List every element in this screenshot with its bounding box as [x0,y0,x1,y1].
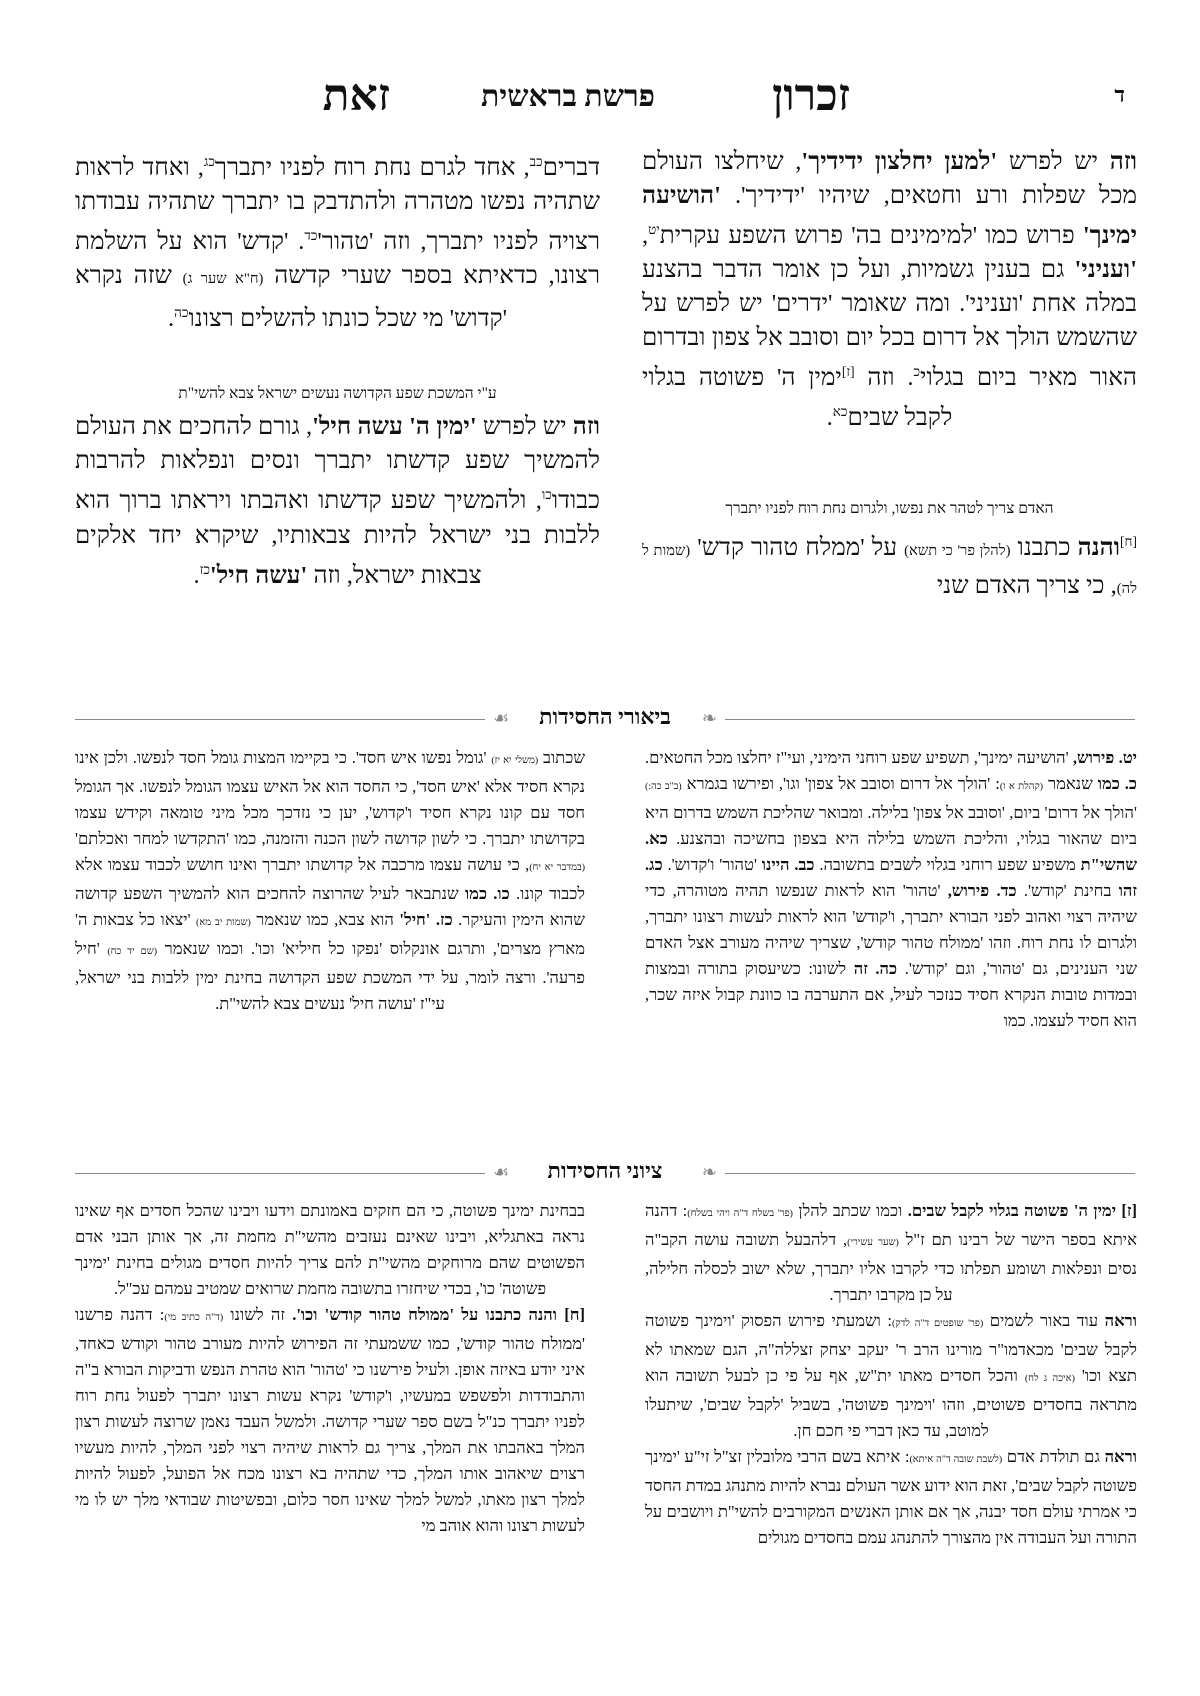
citation: (במדבר יא יח) [529,862,585,873]
footnote-marker: כא [832,404,848,420]
footnote-marker: כד [304,228,318,244]
text-segment: . [826,404,833,432]
citation: (שמות יב מא) [196,917,251,928]
main-text-left-column [75,145,600,593]
text-segment: שכתוב [538,748,585,767]
main-paragraph [642,525,1137,605]
divider-line [725,1173,1135,1174]
tziyunei-right-column [645,1198,1137,1551]
citation: (ח"א שער ג) [182,271,264,288]
main-paragraph [75,410,600,592]
citation: (ב"ב כה:) [645,781,682,792]
ornament-icon: ☙ [493,1162,510,1182]
text-segment: זה לשונו [223,1305,293,1324]
section-title: ביאורי החסידות [539,704,671,729]
text-segment: על 'ממלח טהור קדש' [690,534,905,562]
tziyunei-left-column [75,1198,585,1539]
citation: (לשבת שובה ד"ה איתא) [909,1454,1003,1465]
text-segment: , [642,222,649,250]
biurei-right-column [645,745,1137,1034]
bold-text: [ח] והנה כתבנו על 'ממולח טהור קודש' וכו'. [292,1305,586,1324]
text-segment: : דהנה פרשנו 'ממולח טהור קודש', כמו ששמעתי זה הפירוש להיות מעורב טהור וקודש כאחד, איני יודע באיזה אופן. ולעיל פירשנו כי 'טהור' הוא טהרת הנפש ודביקות הבורא ב"ה והתבודדות ולפשפש במעשיו, ו'קודש' נקרא עשות רצונו יתברך לפעול נחת רוח לפניו יתברך כנ"ל בשם ספר שערי קדושה. ולמשל העבד נאמן שרוצה לעשות רצון המלך באהבתו את המלך, צריך גם לראות שיהיה רצוי לפני המלך, להיות מעשיו רצוים שיאהוב אותו המלך, כדי שתהיה בא רצונו מכח אל הפועל, לפעול להיות למלך רצון מאתו, למשל למלך שאינו חסר כלום, ובפשיטות שבודאי מלך יש לו מי לעשות רצונו והוא אוהב מי [75,1305,585,1535]
bold-text: 'ימין ה' עשה חיל' [312,413,477,441]
text-segment: 'הולך אל דרום' ביום, 'וסובב אל צפון' בלילה. ומבואר שהליכת השמש בדרום היא ביום שהאור בגלוי, והליכת השמש בלילה היא בצפון בחשיכה ובהצנע. [645,803,1137,848]
text-segment: לשונו: כשיעסוק בתורה ובמצות ובמדות טובות הנקרא חסיד כנזכר לעיל, אם התערבה בו כוונת קבול איזה שכר, הוא חסיד לעצמו. כמו [645,959,1137,1030]
footnote-marker: כ [913,364,921,380]
section-title: ציוני החסידות [547,1158,663,1183]
text-segment: יש לפרש [997,148,1110,175]
bold-text: [ז] ימין ה' פשוטה בגלוי לקבל שבים. [907,1201,1138,1220]
text-segment: שזה נקרא 'קדוש' מי שכל כונתו להשלים רצונו [75,262,508,333]
text-segment: ימין ה' פשוטה בגלוי לקבל שבים [642,364,953,432]
bold-text: והנה [1077,534,1121,562]
text-segment: וכמו שכתב להלן [792,1201,908,1220]
text-segment: עוד באור לשמים [983,1311,1105,1330]
text-segment: דברים [542,154,601,182]
main-text-right-column [642,145,1137,606]
bold-text: כה. זה [853,959,898,978]
text-segment: 'יצאו כל צבאות ה' מארץ מצרים', ותרגם אונקלוס 'נפקו כל חיליא' וכו'. וכמו שנאמר [75,910,585,958]
ornament-icon: ❧ [701,708,717,728]
citation: (איכה ג לח) [1024,1373,1075,1384]
citation: (משלי יא יז) [491,755,539,766]
divider-line [75,1173,485,1174]
bold-text: כג. זהו [645,855,1138,900]
text-segment: יש לפרש [476,413,573,441]
main-paragraph [642,145,1137,435]
bold-text: כ. כמו [1097,774,1137,793]
citation: (פר' בשלח ד"ה ויהי בשלח) [687,1208,793,1219]
citation: (שמות ל לה) [642,543,1137,597]
text-segment: : איתא בשם הרבי מלובלין זצ"ל זי"ע 'ימינך פשוטה לקבל שבים', זאת הוא ידוע אשר העולם נברא להיות מתנהג במדת החסד כי אמרתי עולם חסד יבנה, אך אם אותן האנשים המקורבים להשי"ת ויושבים על התורה ועל העבודה אין מהצורך להתנהג עמם בחסדים מגולים [645,1447,1137,1547]
text-segment: שנתבאר לעיל שהרוצה להחכים הוא להמשיך השפע קדושה שהוא הימין והעיקר. [75,884,585,929]
bold-text: 'ועניני' [1074,256,1137,284]
footnote-marker: כה [174,305,189,321]
bold-text: כז. 'חיל' [399,910,453,929]
text-segment: בחינת 'קודש'. [1016,881,1119,900]
footnote-marker: כג [203,154,215,169]
text-segment: , דלהבעל תשובה עושה הקב"ה נסים ונפלאות ושומע תפלתו כדי לקרבו אליו יתברך, שלא ישוב לכסלה חלילה, על כן מקרבו יתברך. [645,1230,1137,1304]
source-paragraph [75,1198,585,1302]
source-paragraph [645,1444,1137,1551]
divider-line [725,719,1135,720]
citation: (פר' שופטים ד"ה לדק) [891,1318,984,1329]
text-segment: , גורם להחכים את העולם להמשיך שפע קדשתו יתברך ונסים ונפלאות להרבות כבודו [75,413,600,515]
bold-text: וראה [1104,1311,1138,1330]
text-segment: , כי צריך האדם שני [936,571,1117,599]
footnote-marker: [ז] [841,364,855,380]
book-title-left: זאת [322,71,390,120]
ornament-icon: ❧ [701,1162,717,1182]
text-segment: שנאמר [1043,774,1098,793]
divider-line [75,719,485,720]
citation: (שער עשירי) [847,1237,899,1248]
bold-text: וזה [1109,148,1137,175]
citation: (שם יד כח) [107,946,158,957]
bold-text: כד. פירוש, [947,881,1017,900]
tziyunei-section-divider [75,1158,1135,1188]
bold-text: כב. היינו [761,855,815,874]
text-segment: , אחד לגרם נחת רוח לפניו יתברך [214,154,530,182]
text-segment: , שיחלצו העולם מכל שפלות ורע וחטאים, שיהיו 'ידידיך'. [642,148,1137,209]
source-paragraph [645,1198,1137,1308]
text-segment: , כי עושה עצמו מרכבה אל קדושתו יתברך ואינו חושש לכבוד עצמו אלא לכבוד קונו. [75,855,585,903]
text-segment: כתבנו [1010,534,1078,562]
text-segment: 'טהור' ו'קדוש'. [662,855,762,874]
bold-text: כו. כמו [464,884,510,903]
biurei-section-divider [75,704,1135,734]
ornament-icon: ☙ [493,708,510,728]
biurei-left-column [75,745,585,1017]
source-paragraph [645,1308,1137,1444]
text-segment: . [193,561,200,589]
footnote-marker: [ח] [1120,534,1137,550]
citation: (להלן פר' כי תשא) [904,543,1011,560]
source-paragraph [75,1302,585,1539]
text-segment: בבחינת ימינך פשוטה, כי הם חזקים באמונתם וידעו ויבינו שהכל חסדים אף שאינו נראה באתגליא, ויבינו שאינם נעזבים מהשי"ת מחמת זה, אך אותן הבני אדם הפשוטים שהם מרוחקים מהשי"ת להם צריך להיות חסדים מגולים בחינת 'ימינך פשוטה' כו', בכדי שיחזרו בתשובה מחמת שרואים שמטיב עמהם עכ"ל. [75,1201,585,1298]
text-segment: : 'הולך אל דרום וסובב אל צפון' וגו', ופירשו בגמרא [681,774,1000,793]
text-segment: , ולהמשיך שפע קדשתו ואהבתו ויראתו ברוך הוא ללבות בני ישראל להיות צבאותיו, שיקרא יחד אלקים צבאות ישראל, וזה [75,487,600,589]
commentary-text [75,745,585,1017]
footnote-marker: כז [199,561,210,577]
footnote-marker: כו [541,487,552,503]
bold-text: וזה [572,413,600,441]
text-segment: 'טהור' הוא לראות שנפשו תהיה מטוהרה, כדי שיהיה רצוי ואהוב לפני הבורא יתברך, ו'קודש' הוא לראות לעשות רצונו יתברך, ולגרום לו נחת רוח. וזהו 'ממולח טהור קודש', שצריך שיהיה מעורב אצל האדם שני הענינים, גם 'טהור', וגם 'קודש'. [645,881,1138,978]
text-segment: 'הושיעה ימינך', תשפיע שפע רוחני הימיני, ועי"ז יחלצו מכל החטאים. [645,748,1073,767]
text-segment: : ושמעתי פירוש הפסוק 'וימינך פשוטה לקבל שבים' מכאדמו"ר מורינו הרב ר' יעקב יצחק זצללה"ה, הגם שמאתו לא תצא וכו' [645,1311,1137,1385]
text-segment: . וזה [854,364,914,392]
text-segment: . [167,305,175,333]
text-segment: משפיע שפע רוחני בגלוי לשבים בתשובה. [814,855,1081,874]
bold-text: יט. פירוש, [1072,748,1137,767]
bold-text: וראה [1104,1447,1137,1466]
section-subheading: האדם צריך לטהר את נפשו, ולגרום נחת רוח לפניו יתברך [725,500,1054,518]
footnote-marker: כב [529,154,543,169]
text-segment: : דהנה איתא בספר הישר של רבינו תם ז"ל [645,1201,1138,1249]
bold-text: 'למען יחלצון ידידיך' [801,148,998,175]
text-segment: , ואחד לראות שתהיה נפשו מטהרה ולהתדבק בו יתברך שתהיה עבודתו רצויה לפניו יתברך, וזה 'טהור' [75,154,600,256]
page-header [0,70,1200,120]
section-subheading: ע"י המשכת שפע הקדושה נעשים ישראל צבא להשי"ת [178,385,497,403]
book-title-right: זכרון [772,71,850,120]
text-segment: . 'קדש' הוא על השלמת רצונו, כדאיתא בספר שערי קדשה [75,228,600,290]
bold-text: כא. שהשי"ת [645,829,1137,874]
citation: (ד"ה כתיב מי) [164,1312,224,1323]
text-segment: 'חיל פרעה'. ורצה לומר, על ידי המשכת שפע הקדושה בחינת ימין ללבות בני ישראל, עי"ז 'עושה חיל' נעשים צבא להשי"ת. [75,939,585,1013]
citation: (קהלת א ו) [999,781,1044,792]
text-segment: גם בענין גשמיות, ועל כן אומר הדבר בהצנע במלה אחת 'ועניני'. ומה שאומר 'ידרים' יש לפרש על שהשמש הולך אל דרום בכל יום וסובב אל צפון ובדרום האור מאיר ביום בגלוי [642,256,1137,392]
text-segment: הוא צבא, כמו שנאמר [250,910,400,929]
text-segment: והכל חסדים מאתו ית"ש, אף על פי כן לבעל תשובה הוא מתראה בחסדים פשוטים, וזהו 'וימינך פשוטה', בשביל 'לקבל שבים', שיתעלו למוטב, עד כאן דברי פי חכם חן. [645,1366,1137,1440]
main-paragraph [75,145,600,336]
commentary-text [645,745,1137,1034]
bold-text: 'הושיעה ימינך' [642,182,1137,250]
text-segment: גם תולדת אדם [1002,1447,1105,1466]
parasha-title: פרשת בראשית [481,80,655,113]
footnote-marker: יט [648,222,660,237]
page-number: ד [1114,82,1125,107]
text-segment: פרוש כמו 'למימינים בה' פרוש השפע עקרית [659,222,1083,250]
bold-text: 'עשה חיל' [209,561,308,589]
text-segment: 'גומל נפשו איש חסד'. כי בקיימו המצות גומל חסד לנפשו. ולכן אינו נקרא חסיד אלא 'איש חסד', כי החסד הוא אל האיש עצמו הגומל לנפשו. אך הגומל חסד עם קונו נקרא חסיד ו'קדוש', יען כי נזדכך מכל מיני טומאה וקידש עצמו בקדושתו יתברך. כי לשון קדושה לשון הכנה והזמנה, כמו 'התקדשו למחר ואכלתם' [75,748,585,848]
